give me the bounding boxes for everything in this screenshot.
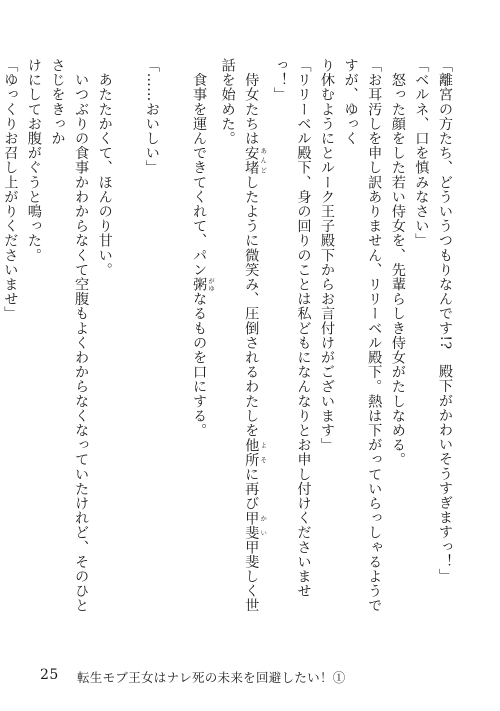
text-line: り休むようにとルーク王子殿下からお言付けがございます」 [319,58,336,453]
text-line: 食事を運んできてくれて、パン粥 がゆなるものを口にする。 [191,58,216,438]
text-line: いつぶりの食事かわからなくて空腹もよくわからなくなっていたけれど、そのひとさじをきっか [49,58,90,613]
vertical-text-body [2,58,456,618]
text-line: あたたかくて、ほんのり甘い。 [96,58,113,277]
text-line: 侍女たちは安堵 あんどしたように微笑み、圧倒されるわたしを他所 よそに再び甲斐 かい甲斐しく世話を始めた。 [219,58,268,613]
text-line: 「ゆっくりお召し上がりくださいませ」 [2,58,19,321]
text-line: 怒った顔をした若い侍女を、先輩らしき侍女がたしなめる。 [389,58,406,467]
page-number: 25 [40,667,59,683]
text-line: 「……おいしい」 [143,58,160,175]
text-line: 「ベルネ、口を慎みなさい」 [413,58,430,248]
blank-line [116,58,140,618]
blank-line [163,58,187,618]
text-line: 「リリーベル殿下、身の回りのことは私どもになんなりとお申し付けくださいませっ！」 [271,58,312,599]
text-line: 「お耳汚しを申し訳ありません、リリーベル殿下。熱は下がっていらっしゃるようですが、ゆっく [342,58,383,613]
text-line: けにしてお腹がぐうと鳴った。 [25,58,42,263]
running-head-title: 転生モブ王女はナレ死の未来を回避したい！① [77,670,346,685]
text-line: 「離宮の方たち、どういうつもりなんです!? 殿下がかわいそうすぎますっ！」 [437,58,453,584]
